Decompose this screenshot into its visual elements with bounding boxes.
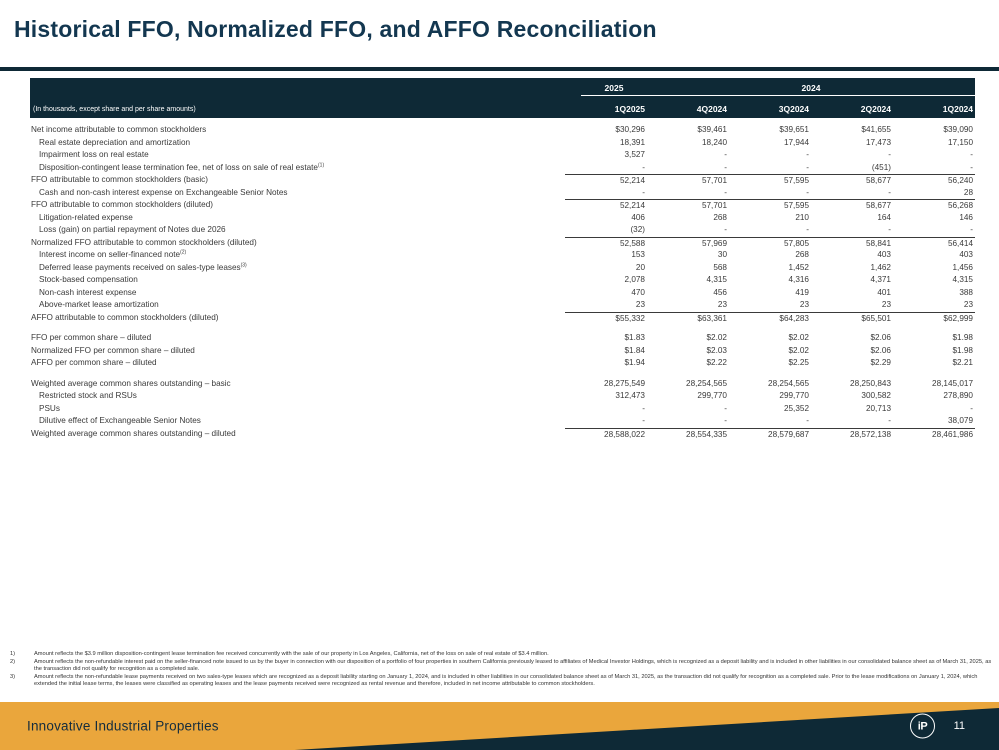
row-label: Weighted average common shares outstanding – basic: [31, 378, 231, 388]
footer-bar: [0, 702, 999, 750]
value-cell: 2,078: [624, 275, 645, 284]
value-cell: 1,462: [870, 262, 891, 272]
page-title: Historical FFO, Normalized FFO, and AFFO Reconciliation: [14, 16, 657, 42]
value-cell: 568: [713, 262, 727, 272]
row-label: Weighted average common shares outstanding – diluted: [31, 428, 236, 438]
footnote: [6, 674, 993, 689]
row-values: [565, 212, 975, 225]
row-values: [565, 287, 975, 300]
value-cell: 1,452: [788, 262, 809, 272]
value-cell: -: [724, 150, 727, 159]
value-cell: 210: [795, 212, 809, 222]
value-cell: 146: [959, 212, 973, 222]
row-label: PSUs: [39, 403, 60, 413]
value-cell: 23: [881, 300, 891, 309]
table-row: [30, 137, 975, 150]
value-cell: $2.29: [870, 358, 891, 367]
row-label: Disposition-contingent lease termination fee, net of loss on sale of real estate$^{(1)}$: [39, 161, 325, 172]
value-cell: 153: [631, 250, 645, 259]
table-row: [30, 162, 975, 175]
row-values: [565, 137, 975, 150]
value-cell: $2.21: [952, 358, 973, 367]
value-cell: 4,371: [870, 275, 891, 284]
value-cell: 299,770: [697, 391, 727, 400]
value-cell: (32): [630, 225, 645, 234]
row-label: Interest income on seller-financed note$^{(2)}$: [39, 249, 187, 259]
value-cell: -: [888, 187, 891, 197]
table-row: [30, 287, 975, 300]
value-cell: 17,944: [783, 137, 809, 147]
table-row: [30, 345, 975, 358]
footnote-number: 3): [10, 673, 16, 680]
row-label: Deferred lease payments received on sales-type leases$^{(3)}$: [39, 261, 247, 272]
value-cell: 58,841: [865, 238, 891, 248]
unit-note: (In thousands, except share and per share amounts): [33, 106, 196, 113]
value-cell: 419: [795, 287, 809, 297]
table-row: [30, 124, 975, 137]
row-values: [565, 274, 975, 287]
year-2024-header: [647, 83, 975, 96]
value-cell: 28,554,335: [686, 429, 727, 439]
footnote-text: Amount reflects the non-refundable interest paid on the seller-financed note issued to us by the buyer in connection with our disposition of a portfolio of four properties in southern California previously leased to affiliates of Medical Investor Holdings, which is recognized as a deposit liability and is included in other liabilities in our consolidated balance sheet as of March 31, 2025, as the transaction did not qualify for recognition as a completed sale.: [34, 658, 992, 672]
value-cell: 28,588,022: [604, 429, 645, 439]
row-label: Impairment loss on real estate: [39, 150, 149, 159]
value-cell: $62,999: [943, 313, 973, 323]
table-row: [30, 187, 975, 200]
value-cell: 25,352: [783, 403, 809, 413]
table-row: [30, 428, 975, 441]
value-cell: 56,240: [947, 176, 973, 185]
quarter-label: 4Q2024: [696, 104, 727, 114]
row-values: [565, 390, 975, 403]
row-values: [565, 174, 975, 187]
value-cell: $41,655: [861, 125, 891, 134]
value-cell: 23: [963, 300, 973, 309]
row-values: [565, 224, 975, 237]
value-cell: $30,296: [615, 125, 645, 134]
value-cell: 28: [963, 187, 973, 197]
table-row: [30, 262, 975, 275]
table-row: [30, 212, 975, 225]
year-2024-label: 2024: [801, 83, 821, 93]
row-label: Restricted stock and RSUs: [39, 391, 137, 400]
value-cell: 23: [799, 300, 809, 309]
value-cell: -: [806, 225, 809, 234]
value-cell: 30: [717, 250, 727, 259]
value-cell: 17,150: [947, 137, 973, 147]
value-cell: 1,456: [952, 262, 973, 272]
value-cell: $1.84: [624, 345, 645, 355]
value-cell: 300,582: [861, 391, 891, 400]
footnote-number: 2): [10, 658, 16, 665]
value-cell: -: [642, 187, 645, 197]
value-cell: 406: [631, 212, 645, 222]
footnote-number: 1): [10, 651, 16, 657]
row-values: [565, 249, 975, 262]
value-cell: 57,701: [701, 176, 727, 185]
value-cell: 23: [635, 300, 645, 309]
row-label: FFO attributable to common stockholders (diluted): [31, 200, 214, 209]
value-cell: 28,572,138: [850, 429, 891, 439]
row-values: [565, 357, 975, 370]
value-cell: $2.06: [870, 345, 891, 355]
row-values: [565, 262, 975, 275]
value-cell: 57,595: [783, 201, 809, 210]
table-row: [30, 332, 975, 345]
value-cell: 28,254,565: [768, 378, 809, 388]
table-row: [30, 249, 975, 262]
value-cell: 56,414: [947, 238, 973, 248]
row-label: Normalized FFO per common share – diluted: [31, 345, 195, 355]
footnote-marker: (3): [240, 261, 247, 268]
row-label: Net income attributable to common stockholders: [31, 125, 207, 134]
row-values: [565, 299, 975, 312]
value-cell: -: [642, 162, 645, 172]
value-cell: 17,473: [865, 137, 891, 147]
value-cell: 299,770: [779, 391, 809, 400]
row-values: [565, 199, 975, 212]
quarter-labels: [565, 104, 975, 114]
value-cell: 3,527: [624, 150, 645, 159]
value-cell: -: [724, 416, 727, 425]
value-cell: 4,316: [788, 275, 809, 284]
value-cell: -: [970, 225, 973, 234]
row-label: Cash and non-cash interest expense on Exchangeable Senior Notes: [39, 187, 288, 197]
value-cell: -: [724, 162, 727, 172]
page-number: 11: [953, 720, 965, 732]
value-cell: -: [806, 150, 809, 159]
table-row: [30, 224, 975, 237]
row-values: [565, 415, 975, 428]
row-label: FFO per common share – diluted: [31, 333, 152, 342]
value-cell: -: [970, 150, 973, 159]
row-values: [565, 149, 975, 162]
row-values: [565, 237, 975, 250]
value-cell: -: [724, 403, 727, 413]
row-values: [565, 403, 975, 416]
value-cell: 470: [631, 287, 645, 297]
row-values: [565, 428, 975, 441]
row-label: Above-market lease amortization: [39, 300, 159, 309]
value-cell: 28,254,565: [686, 378, 727, 388]
value-cell: $1.98: [952, 333, 973, 342]
value-cell: -: [806, 187, 809, 197]
row-values: [565, 187, 975, 200]
value-cell: (451): [871, 162, 891, 172]
value-cell: 18,240: [701, 137, 727, 147]
footnote: [6, 659, 993, 674]
value-cell: $2.02: [788, 345, 809, 355]
value-cell: 52,214: [619, 176, 645, 185]
row-label: Litigation-related expense: [39, 212, 133, 222]
value-cell: $2.03: [706, 345, 727, 355]
footnote: [6, 651, 993, 659]
row-values: [565, 162, 975, 175]
value-cell: 401: [877, 287, 891, 297]
value-cell: 57,701: [701, 201, 727, 210]
value-cell: 56,268: [947, 201, 973, 210]
year-header-row: [565, 83, 975, 96]
value-cell: $2.22: [706, 358, 727, 367]
table-row: [30, 403, 975, 416]
table-row: [30, 274, 975, 287]
value-cell: -: [970, 162, 973, 172]
iip-logo-text: iP: [917, 720, 928, 732]
year-2025-header: [581, 83, 647, 96]
value-cell: 20: [635, 262, 645, 272]
value-cell: 58,677: [865, 201, 891, 210]
value-cell: 278,890: [943, 391, 973, 400]
value-cell: 23: [717, 300, 727, 309]
row-label: Loss (gain) on partial repayment of Notes due 2026: [39, 225, 226, 234]
table-row: [30, 299, 975, 312]
value-cell: 164: [877, 212, 891, 222]
value-cell: $55,332: [615, 313, 645, 323]
value-cell: $1.98: [952, 345, 973, 355]
table-body: [30, 124, 975, 440]
value-cell: 4,315: [706, 275, 727, 284]
quarter-label: 1Q2025: [614, 104, 645, 114]
iip-logo-icon: [910, 714, 935, 739]
table-row: [30, 312, 975, 325]
value-cell: 403: [877, 250, 891, 259]
title-divider: [0, 67, 999, 71]
value-cell: -: [806, 416, 809, 425]
table-row: [30, 390, 975, 403]
value-cell: 268: [713, 212, 727, 222]
table-row: [30, 357, 975, 370]
value-cell: $1.83: [624, 333, 645, 342]
value-cell: -: [888, 416, 891, 425]
value-cell: 28,145,017: [932, 378, 973, 388]
value-cell: -: [724, 225, 727, 234]
value-cell: 403: [959, 250, 973, 259]
value-cell: $39,090: [943, 125, 973, 134]
ffo-reconciliation-table: [30, 78, 975, 440]
footnotes: [6, 651, 993, 689]
value-cell: $63,361: [697, 313, 727, 323]
value-cell: 456: [713, 287, 727, 297]
row-values: [565, 312, 975, 325]
value-cell: 28,461,986: [932, 429, 973, 439]
value-cell: 20,713: [865, 403, 891, 413]
value-cell: 58,677: [865, 176, 891, 185]
value-cell: -: [642, 403, 645, 413]
row-values: [565, 345, 975, 358]
value-cell: $64,283: [779, 313, 809, 323]
value-cell: 38,079: [947, 416, 973, 425]
value-cell: $39,461: [697, 125, 727, 134]
table-row: [30, 174, 975, 187]
table-header: [30, 78, 975, 118]
year-2025-label: 2025: [604, 83, 624, 93]
value-cell: 28,250,843: [850, 378, 891, 388]
footnote-marker: (2): [180, 249, 187, 256]
value-cell: 18,391: [619, 137, 645, 147]
quarter-label: 1Q2024: [942, 104, 973, 114]
row-label: Non-cash interest expense: [39, 287, 137, 297]
footnote-marker: (1): [318, 161, 325, 168]
value-cell: -: [642, 416, 645, 425]
value-cell: 57,595: [783, 176, 809, 185]
value-cell: $1.94: [624, 358, 645, 367]
value-cell: 4,315: [952, 275, 973, 284]
value-cell: -: [888, 225, 891, 234]
value-cell: 388: [959, 287, 973, 297]
table-row: [30, 199, 975, 212]
row-label: FFO attributable to common stockholders (basic): [31, 175, 209, 184]
value-cell: $65,501: [861, 313, 891, 323]
row-values: [565, 378, 975, 391]
value-cell: -: [888, 150, 891, 159]
row-label: Dilutive effect of Exchangeable Senior Notes: [39, 416, 201, 425]
row-label: Real estate depreciation and amortization: [39, 137, 191, 147]
value-cell: 52,588: [619, 238, 645, 248]
table-row: [30, 149, 975, 162]
value-cell: $2.02: [788, 333, 809, 342]
row-values: [565, 124, 975, 137]
value-cell: 28,579,687: [768, 429, 809, 439]
footnote-text: Amount reflects the non-refundable lease payments received on two sales-type leases which are recognized as a deposit liability starting on January 1, 2024, and is included in other liabilities in our consolidated balance sheet as of March 31, 2025, as the transaction did not qualify for recognition as a completed sale. Prior to the lease modifications on January 1, 2024, which extended the initial lease terms, the leases were classified as operating leases and the lease payments received were recognized as rental revenue and therefore, included in net income attributable to common stockholders.: [34, 673, 978, 687]
value-cell: 57,805: [783, 238, 809, 248]
value-cell: $2.25: [788, 358, 809, 367]
value-cell: $39,651: [779, 125, 809, 134]
table-row: [30, 378, 975, 391]
table-row: [30, 415, 975, 428]
value-cell: -: [806, 162, 809, 172]
value-cell: 52,214: [619, 201, 645, 210]
quarter-label: 2Q2024: [860, 104, 891, 114]
company-name: Innovative Industrial Properties: [27, 718, 219, 734]
value-cell: $2.02: [706, 333, 727, 342]
value-cell: 268: [795, 250, 809, 259]
value-cell: -: [724, 187, 727, 197]
value-cell: 28,275,549: [604, 378, 645, 388]
row-label: AFFO attributable to common stockholders (diluted): [31, 312, 219, 322]
table-row: [30, 237, 975, 250]
value-cell: 312,473: [615, 391, 645, 400]
row-label: Stock-based compensation: [39, 275, 138, 284]
row-label: Normalized FFO attributable to common stockholders (diluted): [31, 237, 257, 247]
row-values: [565, 332, 975, 345]
value-cell: $2.06: [870, 333, 891, 342]
row-label: AFFO per common share – diluted: [31, 358, 157, 367]
quarter-header-row: [30, 104, 975, 114]
footnote-text: Amount reflects the $3.9 million disposition-contingent lease termination fee received concurrently with the sale of our property in Los Angeles, California, net of the loss on sale of real estate of $3.4 million.: [34, 651, 549, 657]
value-cell: 57,969: [701, 238, 727, 248]
value-cell: -: [970, 403, 973, 413]
quarter-label: 3Q2024: [778, 104, 809, 114]
